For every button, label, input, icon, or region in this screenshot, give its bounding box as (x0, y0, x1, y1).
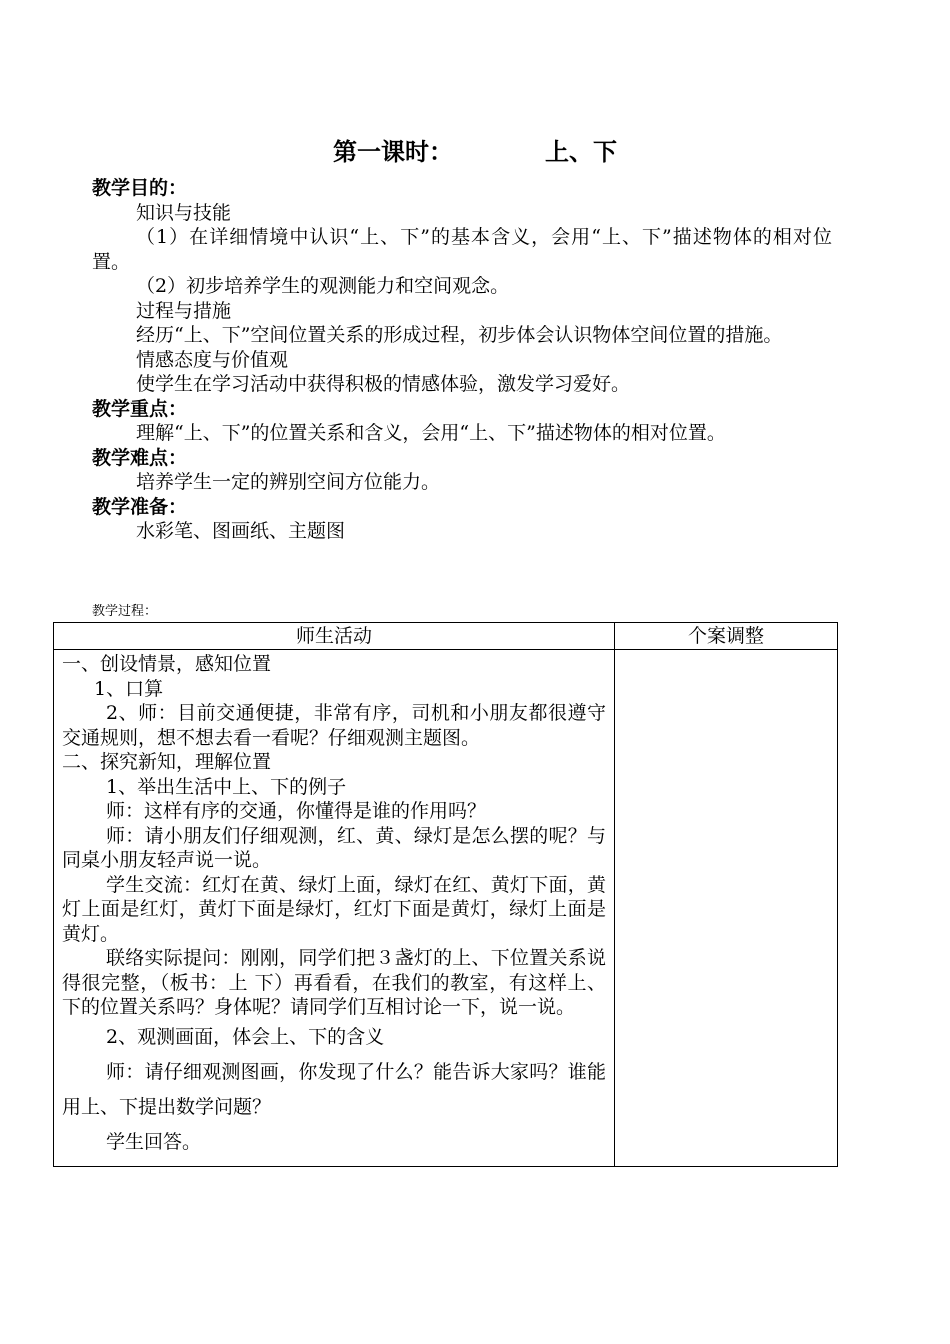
key-point-text: 理解“上、下”的位置关系和含义，会用“上、下”描述物体的相对位置。 (136, 422, 726, 444)
knowledge-item-2: （2）初步培养学生的观测能力和空间观念。 (136, 275, 510, 297)
process-table (53, 622, 838, 1167)
student-exchange: 学生交流：红灯在黄、绿灯上面，绿灯在红、黄灯下面，黄灯上面是红灯，黄灯下面是绿灯，红灯下面是黄灯，绿灯上面是黄灯。 (62, 873, 606, 945)
student-answer: 学生回答。 (106, 1130, 202, 1153)
step-observe: 2、观测画面，体会上、下的含义 (106, 1025, 385, 1048)
difficulty-heading: 教学难点： (92, 446, 188, 469)
attitude-text: 使学生在学习活动中获得积极的情感体验，激发学习爱好。 (136, 373, 631, 395)
table-row (54, 650, 838, 1167)
process-label: 教学过程： (92, 604, 158, 619)
section-1-heading: 一、创设情景，感知位置 (62, 653, 272, 675)
col-header-adjustment: 个案调整 (615, 623, 838, 650)
knowledge-item-1: （1）在详细情境中认识“上、下”的基本含义，会用“上、下”描述物体的相对位置。 (92, 226, 832, 273)
activities-cell (54, 650, 615, 1167)
col-header-activities: 师生活动 (54, 623, 615, 650)
teacher-intro: 2、师：目前交通便捷，非常有序，司机和小朋友都很遵守交通规则，想不想去看一看呢？仔细观测主题图。 (62, 702, 606, 749)
lesson-body (92, 176, 832, 544)
lesson-title (0, 132, 950, 167)
difficulty-text: 培养学生一定的辨别空间方位能力。 (136, 471, 441, 493)
preparation-text: 水彩笔、图画纸、主题图 (136, 520, 346, 542)
objectives-heading: 教学目的： (92, 177, 188, 199)
key-point-heading: 教学重点： (92, 397, 188, 420)
lesson-title-main: 第一课时： (333, 138, 453, 166)
lesson-title-topic: 上、下 (545, 138, 617, 166)
step-mental-math: 1、口算 (94, 677, 164, 700)
section-2-heading: 二、探究新知，理解位置 (62, 751, 272, 773)
step-examples: 1、举出生活中上、下的例子 (106, 775, 347, 798)
knowledge-heading: 知识与技能 (136, 201, 232, 224)
attitude-heading: 情感态度与价值观 (136, 348, 289, 371)
process-heading: 过程与措施 (136, 299, 232, 322)
real-life-question: 联络实际提问：刚刚，同学们把３盏灯的上、下位置关系说得很完整，（板书：上 下）再看看，在我们的教室，有这样上、下的位置关系吗？身体呢？请同学们互相讨论一下，说一说。 (62, 947, 606, 1018)
teacher-question-3: 师：请仔细观测图画，你发现了什么？能告诉大家吗？谁能用上、下提出数学问题？ (62, 1060, 606, 1118)
teacher-question-2: 师：请小朋友们仔细观测，红、黄、绿灯是怎么摆的呢？与同桌小朋友轻声说一说。 (62, 824, 606, 871)
table-header-row (54, 623, 838, 650)
preparation-heading: 教学准备： (92, 495, 188, 518)
teacher-question-1: 师：这样有序的交通，你懂得是谁的作用吗？ (106, 800, 487, 822)
process-text: 经历“上、下”空间位置关系的形成过程，初步体会认识物体空间位置的措施。 (136, 324, 783, 346)
adjustment-cell (615, 650, 838, 1167)
